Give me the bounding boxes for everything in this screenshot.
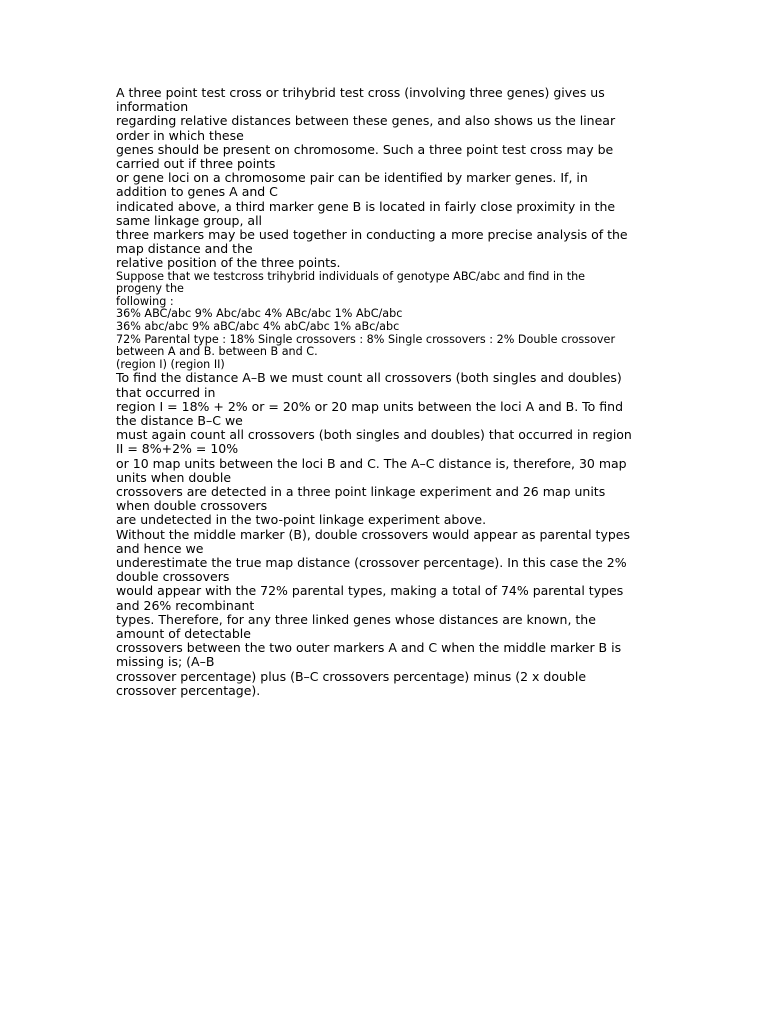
document-page xyxy=(116,86,656,698)
text-line: are undetected in the two-point linkage experiment above. xyxy=(116,512,487,528)
text-line: amount of detectable xyxy=(116,626,251,642)
intro-paragraph xyxy=(116,86,656,271)
text-line: would appear with the 72% parental types, making a total of 74% parental types xyxy=(116,583,624,599)
text-line: or 10 map units between the loci B and C. The A–C distance is, therefore, 30 map xyxy=(116,455,627,471)
text-line: underestimate the true map distance (crossover percentage). In this case the 2% xyxy=(116,555,627,571)
text-line: A three point test cross or trihybrid test cross (involving three genes) gives us xyxy=(116,85,605,100)
text-line: 72% Parental type : 18% Single crossovers : 8% Single crossovers : 2% Double crossover xyxy=(116,332,616,346)
text-line: the distance B–C we xyxy=(116,413,243,428)
text-line: units when double xyxy=(116,469,232,485)
text-line: genes should be present on chromosome. Such a three point test cross may be xyxy=(116,141,614,157)
text-line: that occurred in xyxy=(116,384,216,400)
text-line: crossover percentage) plus (B–C crossovers percentage) minus (2 x double xyxy=(116,668,587,684)
text-line: progeny the xyxy=(116,282,184,296)
text-line: addition to genes A and C xyxy=(116,184,278,200)
text-line: same linkage group, all xyxy=(116,212,263,228)
text-line: Suppose that we testcross trihybrid individuals of genotype ABC/abc and find in the xyxy=(116,269,586,283)
text-line: crossovers are detected in a three point linkage experiment and 26 map units xyxy=(116,484,606,500)
text-line: and hence we xyxy=(116,540,204,556)
text-line: crossover percentage). xyxy=(116,682,261,698)
text-line: Without the middle marker (B), double crossovers would appear as parental types xyxy=(116,526,630,542)
text-line: (region I) (region II) xyxy=(116,357,225,371)
text-line: or gene loci on a chromosome pair can be identified by marker genes. If, in xyxy=(116,170,588,186)
text-line: missing is; (A–B xyxy=(116,654,215,670)
text-line: map distance and the xyxy=(116,241,253,257)
text-line: carried out if three points xyxy=(116,156,276,172)
text-line: following : xyxy=(116,294,174,308)
text-line: To find the distance A–B we must count all crossovers (both singles and doubles) xyxy=(116,370,622,386)
text-line: three markers may be used together in conducting a more precise analysis of the xyxy=(116,227,628,243)
text-line: crossovers between the two outer markers A and C when the middle marker B is xyxy=(116,640,622,656)
text-line: order in which these xyxy=(116,127,244,143)
text-line: region I = 18% + 2% or = 20% or 20 map units between the loci A and B. To find xyxy=(116,398,624,414)
text-line: and 26% recombinant xyxy=(116,597,255,613)
text-line: double crossovers xyxy=(116,569,230,585)
text-line: when double crossovers xyxy=(116,498,268,514)
text-line: relative position of the three points. xyxy=(116,255,341,271)
text-line: information xyxy=(116,99,189,115)
text-line: between A and B. between B and C. xyxy=(116,345,318,359)
explanation-paragraph xyxy=(116,371,656,698)
text-line: must again count all crossovers (both singles and doubles) that occurred in region xyxy=(116,427,632,443)
text-line: 36% abc/abc 9% aBC/abc 4% abC/abc 1% aBc/abc xyxy=(116,320,400,334)
text-line: II = 8%+2% = 10% xyxy=(116,441,239,457)
text-line: types. Therefore, for any three linked genes whose distances are known, the xyxy=(116,611,596,627)
text-line: indicated above, a third marker gene B is located in fairly close proximity in the xyxy=(116,198,616,214)
example-block xyxy=(116,271,656,372)
text-line: regarding relative distances between these genes, and also shows us the linear xyxy=(116,113,616,129)
text-line: 36% ABC/abc 9% Abc/abc 4% ABc/abc 1% AbC/abc xyxy=(116,307,403,321)
